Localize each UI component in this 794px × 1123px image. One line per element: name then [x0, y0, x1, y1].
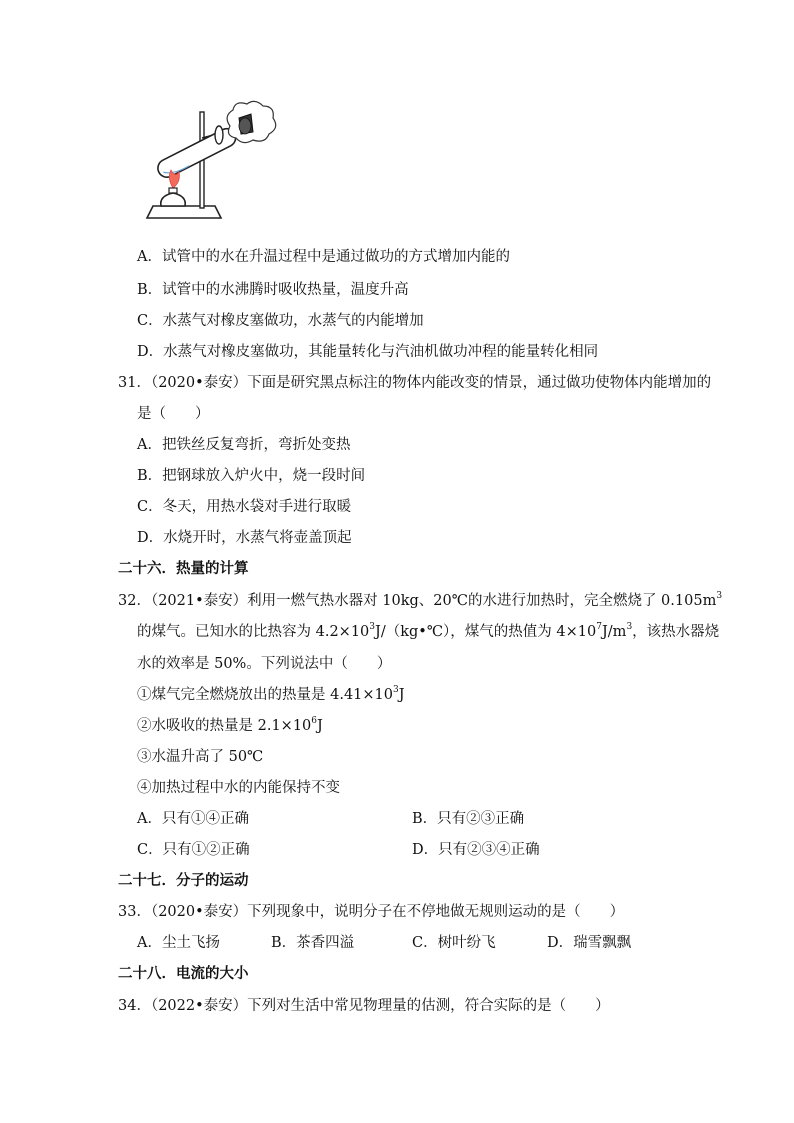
q32-stem-line2: 的煤气。已知水的比热容为 $4.2\times 10^3J/(kg•℃)$，煤气的热值为 $4\times 10^7J/m^3$，该热水器烧: [137, 622, 720, 640]
q32-options-row2: [137, 840, 677, 860]
q31-option-b: B．把钢球放入炉火中，烧一段时间: [137, 468, 366, 484]
q30-option-d: D．水蒸气对橡皮塞做功，其能量转化与汽油机做功冲程的能量转化相同: [137, 344, 599, 360]
q32-stem-line3: 水的效率是 50%。下列说法中（ ）: [137, 656, 392, 672]
q33-options-row: [137, 933, 697, 953]
q30-option-c: C．水蒸气对橡皮塞做功，水蒸气的内能增加: [137, 313, 424, 329]
section-heading-26: 二十六．热量的计算: [118, 561, 249, 577]
q31-stem-line2: 是（ ）: [137, 406, 210, 422]
q32-statement-4: ④加热过程中水的内能保持不变: [137, 780, 340, 796]
q31-option-c: C．冬天，用热水袋对手进行取暖: [137, 499, 352, 515]
q30-option-a: A．试管中的水在升温过程中是通过做功的方式增加内能的: [137, 249, 510, 265]
q32-stem-line1: 32．（2021•泰安）利用一燃气热水器对 10kg、20℃的水进行加热时，完全燃烧了 $0.105m^3$: [118, 591, 723, 609]
q32-options-row1: [137, 809, 677, 829]
q33-option-a: A．尘土飞扬: [137, 935, 220, 951]
q32-option-a: A．只有①④正确: [137, 811, 249, 827]
q32-statement-2: ②水吸收的热量是 $2.1\times 10^6J$: [137, 716, 323, 734]
q31-option-d: D．水烧开时，水蒸气将壶盖顶起: [137, 530, 352, 546]
q32-option-d: D．只有②③④正确: [412, 842, 540, 858]
q32-statement-3: ③水温升高了 50℃: [137, 749, 264, 765]
section-heading-28: 二十八．电流的大小: [118, 966, 249, 982]
q32-option-b: B．只有②③正确: [412, 811, 525, 827]
q33-option-d: D．瑞雪飘飘: [547, 935, 632, 951]
q32-option-c: C．只有①②正确: [137, 842, 250, 858]
q33-stem: 33．（2020•泰安）下列现象中，说明分子在不停地做无规则运动的是（ ）: [118, 904, 625, 920]
q32-statement-1: ①煤气完全燃烧放出的热量是 $4.41\times 10^3J$: [137, 685, 405, 703]
q33-option-b: B．茶香四溢: [271, 935, 355, 951]
q31-stem-line1: 31．（2020•泰安）下面是研究黑点标注的物体内能改变的情景，通过做功使物体内能增加的: [118, 375, 712, 391]
section-heading-27: 二十七．分子的运动: [118, 873, 249, 889]
q30-option-b: B．试管中的水沸腾时吸收热量，温度升高: [137, 282, 409, 298]
q33-option-c: C．树叶纷飞: [412, 935, 496, 951]
q34-stem: 34．（2022•泰安）下列对生活中常见物理量的估测，符合实际的是（ ）: [118, 998, 610, 1014]
q31-option-a: A．把铁丝反复弯折，弯折处变热: [137, 437, 351, 453]
test-tube-experiment-figure: [135, 100, 280, 230]
